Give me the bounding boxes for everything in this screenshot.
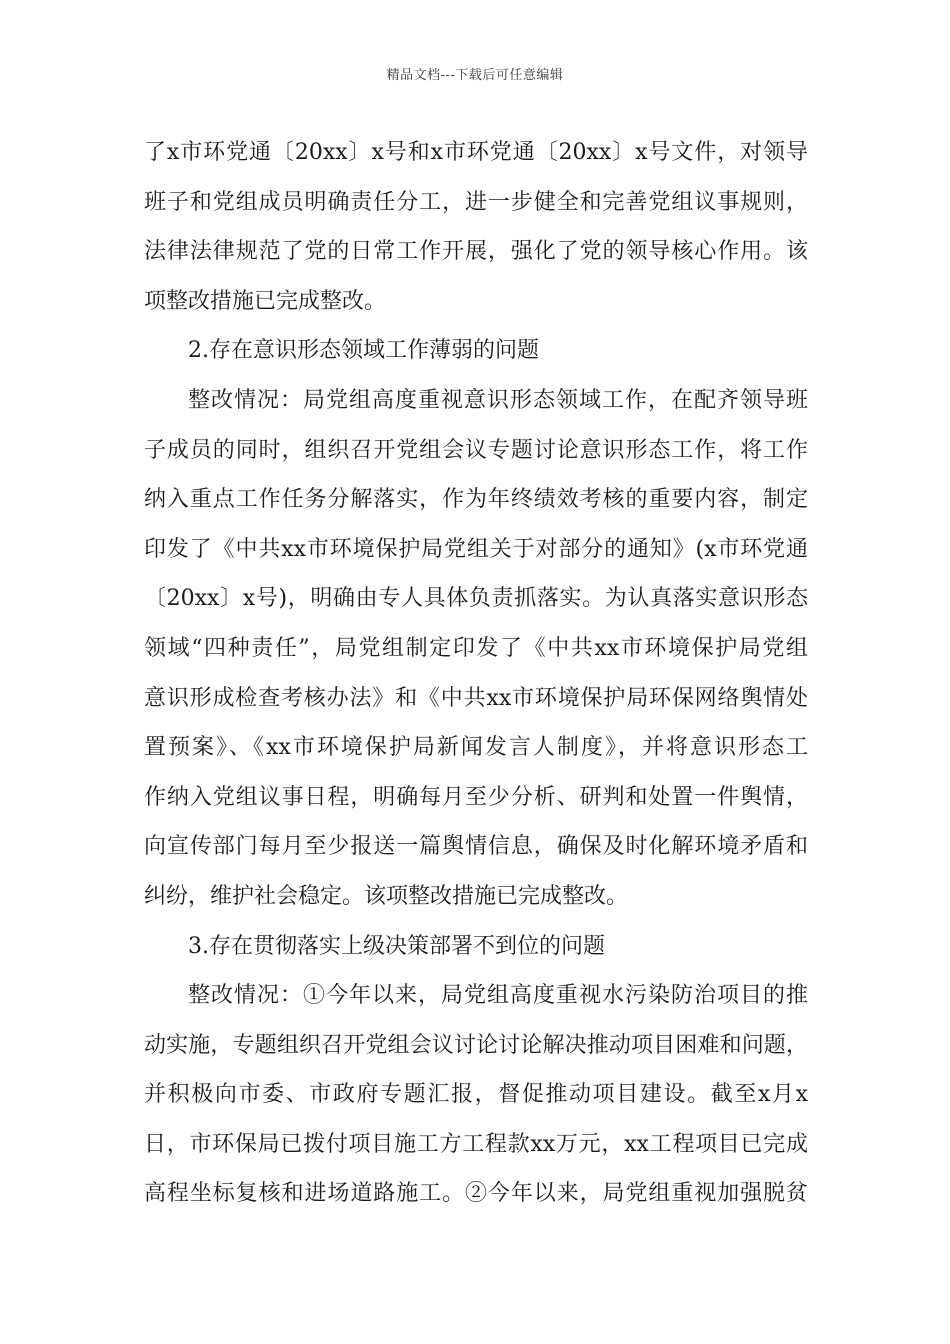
text-line: 并积极向市委、市政府专题汇报，督促推动项目建设。截至x月x — [144, 1082, 808, 1108]
text-line: 向宣传部门每月至少报送一篇舆情信息，确保及时化解环境矛盾和 — [144, 834, 808, 860]
text-line: 〔20xx〕x号)，明确由专人具体负责抓落实。为认真落实意识形态 — [144, 586, 808, 612]
document-body — [144, 128, 808, 1219]
text-line: 领域“四种责任”，局党组制定印发了《中共xx市环境保护局党组 — [144, 635, 808, 661]
text-line: 日，市环保局已拨付项目施工方工程款xx万元，xx工程项目已完成 — [144, 1131, 808, 1157]
text-line: 印发了《中共xx市环境保护局党组关于对部分的通知》(x市环党通 — [144, 536, 808, 562]
text-line: 子成员的同时，组织召开党组会议专题讨论意识形态工作，将工作 — [144, 437, 808, 463]
section-heading: 3.存在贯彻落实上级决策部署不到位的问题 — [188, 933, 605, 959]
text-line: 项整改措施已完成整改。 — [144, 288, 387, 314]
text-line: 置预案》、《xx市环境保护局新闻发言人制度》，并将意识形态工 — [144, 735, 808, 761]
section-heading: 2.存在意识形态领域工作薄弱的问题 — [188, 338, 539, 364]
text-line: 班子和党组成员明确责任分工，进一步健全和完善党组议事规则， — [144, 189, 808, 215]
page-header: 精品文档---下载后可任意编辑 — [386, 68, 564, 83]
text-line: 整改情况：局党组高度重视意识形态领域工作，在配齐领导班 — [188, 387, 808, 413]
text-line: 高程坐标复核和进场道路施工。②今年以来，局党组重视加强脱贫 — [144, 1181, 808, 1207]
text-line: 纳入重点工作任务分解落实，作为年终绩效考核的重要内容，制定 — [144, 487, 808, 513]
text-line: 了x市环党通〔20xx〕x号和x市环党通〔20xx〕x号文件，对领导 — [144, 140, 808, 165]
text-line: 法律法律规范了党的日常工作开展，强化了党的领导核心作用。该 — [144, 239, 808, 265]
text-line: 动实施，专题组织召开党组会议讨论讨论解决推动项目困难和问题， — [144, 1032, 808, 1058]
text-line: 作纳入党组议事日程，明确每月至少分析、研判和处置一件舆情， — [144, 784, 808, 810]
text-line: 纠纷，维护社会稳定。该项整改措施已完成整改。 — [144, 883, 629, 909]
text-line: 整改情况：①今年以来，局党组高度重视水污染防治项目的推 — [188, 983, 808, 1009]
text-line: 意识形成检查考核办法》和《中共xx市环境保护局环保网络舆情处 — [144, 685, 808, 711]
